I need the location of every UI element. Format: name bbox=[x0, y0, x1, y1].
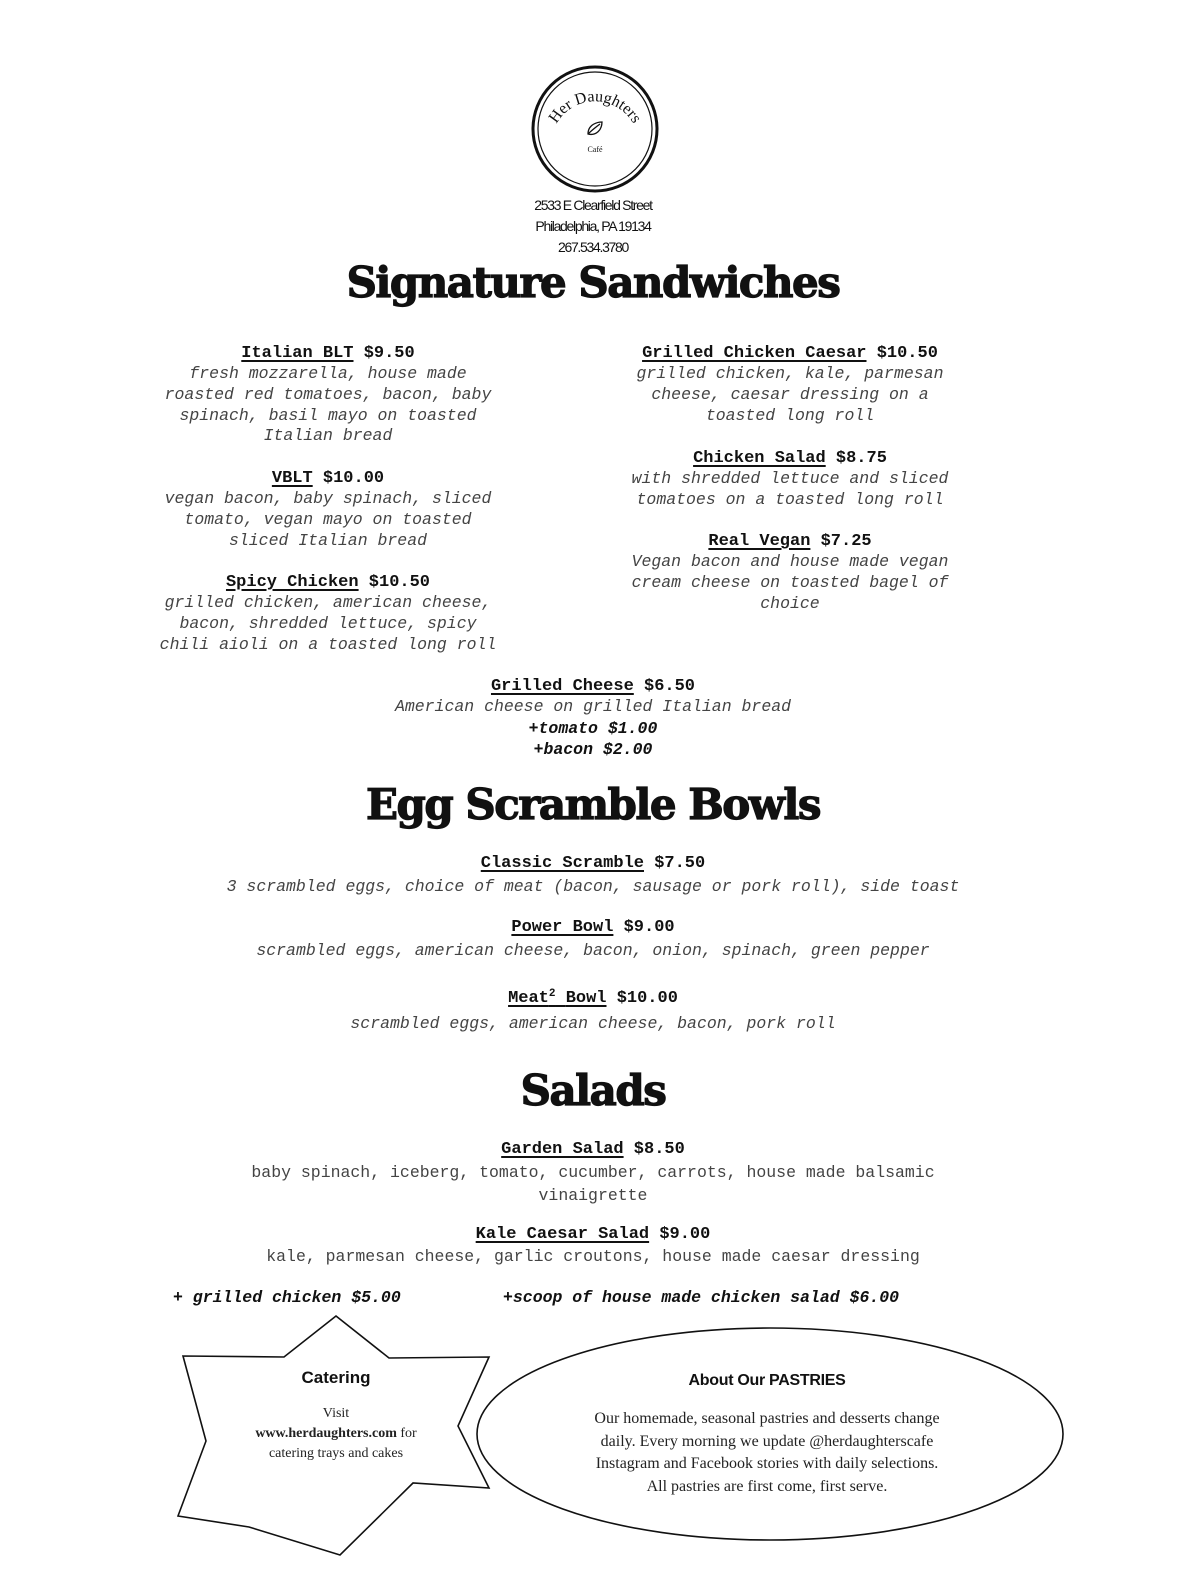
item-addon: +bacon $2.00 bbox=[533, 739, 653, 759]
item-price: $10.00 bbox=[616, 989, 678, 1008]
item-name: Garden Salad bbox=[501, 1140, 624, 1159]
item-desc-line: sliced Italian bread bbox=[228, 530, 428, 550]
item-desc-line: cheese, caesar dressing on a bbox=[651, 384, 929, 404]
address-street: 2533 E Clearfield Street bbox=[534, 197, 652, 213]
item-name: Italian BLT bbox=[241, 344, 354, 363]
item-addon: +tomato $1.00 bbox=[528, 718, 658, 738]
item-desc-line: baby spinach, iceberg, tomato, cucumber, carrots, house made balsamic bbox=[251, 1163, 935, 1182]
item-desc-line: vinaigrette bbox=[538, 1185, 648, 1205]
item-desc-line: toasted long roll bbox=[705, 405, 875, 425]
item-desc-line: scrambled eggs, american cheese, bacon, onion, spinach, green pepper bbox=[256, 941, 930, 960]
item-desc-line: tomatoes on a toasted long roll bbox=[636, 489, 944, 509]
item-name: VBLT bbox=[271, 469, 313, 488]
address-city: Philadelphia, PA 19134 bbox=[535, 218, 651, 234]
item-desc-line: Italian bread bbox=[263, 426, 393, 446]
catering-url-tail: for bbox=[396, 1426, 417, 1441]
catering-website-link[interactable]: www.herdaughters.com bbox=[255, 1426, 397, 1441]
item-name: Grilled Chicken Caesar bbox=[642, 344, 867, 363]
item-price: $10.50 bbox=[368, 573, 431, 592]
item-desc-line: cream cheese on toasted bagel of bbox=[631, 572, 949, 592]
salad-addon-chicken-salad: +scoop of house made chicken salad $6.00 bbox=[503, 1288, 900, 1307]
catering-description: catering trays and cakes bbox=[268, 1446, 404, 1461]
catering-title: Catering bbox=[301, 1368, 371, 1387]
pastries-title: About Our PASTRIES bbox=[688, 1372, 846, 1389]
item-name-superscript: 2 bbox=[548, 988, 556, 1000]
item-desc-line: scrambled eggs, american cheese, bacon, pork roll bbox=[350, 1014, 836, 1033]
item-desc-line: American cheese on grilled Italian bread bbox=[394, 697, 792, 716]
item-name-part: Meat bbox=[508, 989, 549, 1008]
item-desc-line: vegan bacon, baby spinach, sliced bbox=[164, 489, 492, 508]
pastries-text-line: Our homemade, seasonal pastries and desserts change bbox=[594, 1410, 940, 1427]
section-title-sandwiches: Signature Sandwiches bbox=[346, 258, 840, 307]
item-price: $8.50 bbox=[633, 1140, 685, 1159]
item-desc-line: roasted red tomatoes, bacon, baby bbox=[164, 384, 492, 404]
pastries-callout bbox=[560, 1372, 974, 1498]
item-price: $10.50 bbox=[876, 344, 938, 363]
address-phone: 267.534.3780 bbox=[557, 239, 629, 255]
item-price: $9.50 bbox=[363, 344, 415, 363]
item-name: Chicken Salad bbox=[693, 449, 826, 468]
item-desc-line: kale, parmesan cheese, garlic croutons, house made caesar dressing bbox=[266, 1247, 920, 1266]
item-desc-line: chili aioli on a toasted long roll bbox=[159, 634, 497, 654]
catering-url-line bbox=[230, 1424, 442, 1444]
catering-visit: Visit bbox=[322, 1406, 350, 1421]
catering-callout bbox=[230, 1368, 442, 1464]
salad-addon-grilled-chicken: + grilled chicken $5.00 bbox=[173, 1288, 401, 1307]
item-name: Power Bowl bbox=[511, 918, 614, 937]
item-desc-line: fresh mozzarella, house made bbox=[189, 364, 467, 383]
item-price: $6.50 bbox=[644, 677, 696, 696]
item-name: Spicy Chicken bbox=[225, 573, 359, 592]
item-name: Real Vegan bbox=[708, 532, 811, 551]
item-desc-line: grilled chicken, american cheese, bbox=[164, 593, 492, 612]
item-price: $10.00 bbox=[322, 469, 385, 488]
item-desc-line: bacon, shredded lettuce, spicy bbox=[179, 613, 477, 633]
pastries-text-line: daily. Every morning we update @herdaughterscafe bbox=[600, 1432, 934, 1450]
section-title-bowls: Egg Scramble Bowls bbox=[366, 780, 820, 829]
item-desc-line: choice bbox=[760, 593, 820, 613]
item-price: $8.75 bbox=[835, 449, 887, 468]
section-title-salads: Salads bbox=[520, 1066, 666, 1115]
pastries-text-line: All pastries are first come, first serve. bbox=[646, 1477, 888, 1495]
item-desc-line: tomato, vegan mayo on toasted bbox=[184, 509, 472, 529]
item-desc-line: with shredded lettuce and sliced bbox=[631, 469, 949, 488]
logo-name: Her Daughters bbox=[545, 88, 645, 127]
item-price: $9.00 bbox=[623, 918, 675, 937]
pastries-text-line: Instagram and Facebook stories with daily selections. bbox=[595, 1455, 939, 1472]
item-name: Classic Scramble bbox=[480, 854, 644, 873]
item-name-part: Bowl bbox=[565, 989, 607, 1008]
logo-sub: Café bbox=[587, 145, 603, 154]
item-desc-line: Vegan bacon and house made vegan bbox=[631, 552, 949, 571]
item-desc-line: spinach, basil mayo on toasted bbox=[179, 405, 477, 425]
item-price: $7.25 bbox=[820, 532, 872, 551]
item-desc-line: 3 scrambled eggs, choice of meat (bacon, sausage or pork roll), side toast bbox=[226, 877, 960, 896]
item-name: Grilled Cheese bbox=[490, 677, 634, 696]
item-desc-line: grilled chicken, kale, parmesan bbox=[636, 364, 944, 383]
item-name: Kale Caesar Salad bbox=[475, 1225, 650, 1244]
item-price: $9.00 bbox=[659, 1225, 711, 1244]
item-price: $7.50 bbox=[654, 854, 706, 873]
